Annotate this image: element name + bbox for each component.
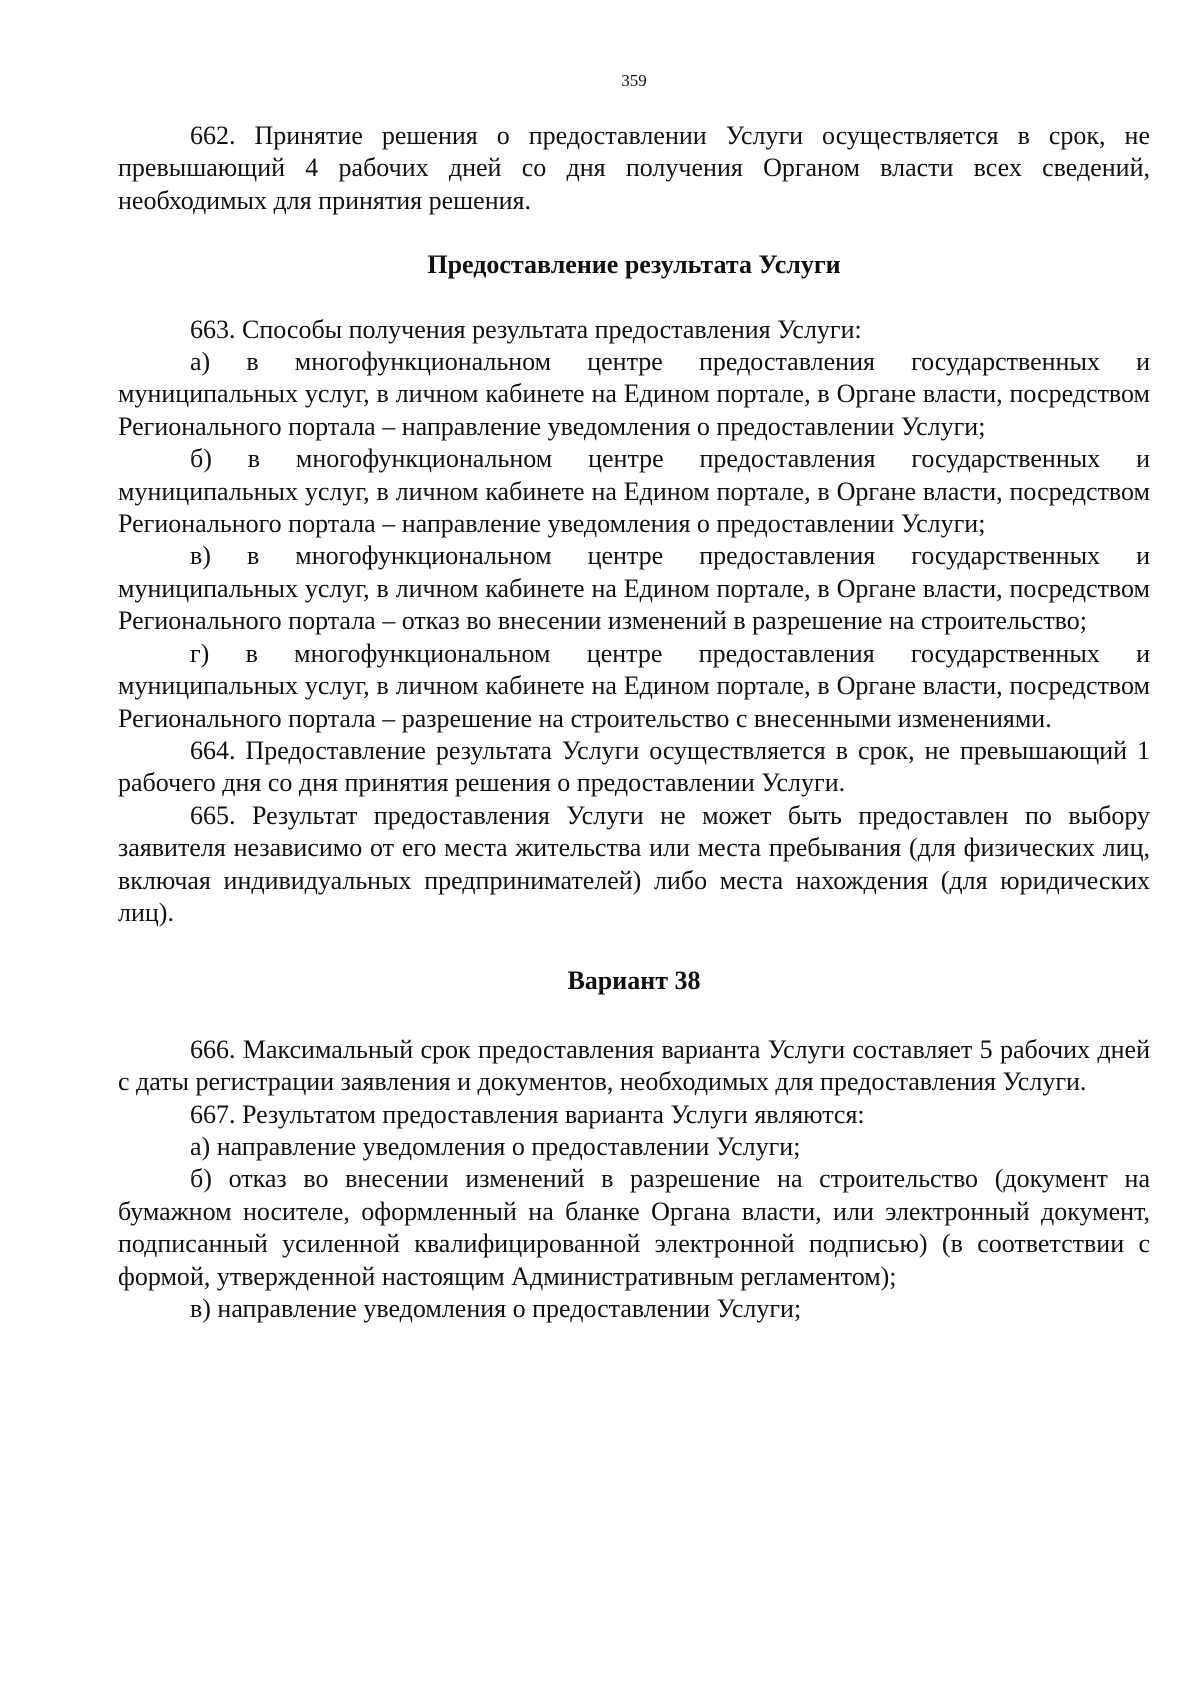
page-number: 359 <box>621 71 647 90</box>
paragraph-667-b: б) отказ во внесении изменений в разрешение на строительство (документ на бумажном носителе, оформленный на бланке Органа власти, или электронный документ, подписанный усиленной квалифицированной электронной подписью) (в соответствии с формой, утвержденной настоящим Административным регламентом); <box>118 1164 1150 1291</box>
paragraph-663-v: в) в многофункциональном центре предоставления государственных и муниципальных услуг, в личном кабинете на Едином портале, в Органе власти, посредством Регионального портала – отказ во внесении изменений в разрешение на строительство; <box>118 541 1150 636</box>
paragraph-664: 664. Предоставление результата Услуги осуществляется в срок, не превышающий 1 рабочего дня со дня принятия решения о предоставлении Услуги. <box>118 735 1150 798</box>
section-heading-result: Предоставление результата Услуги <box>427 250 841 280</box>
paragraph-663-b: б) в многофункциональном центре предоставления государственных и муниципальных услуг, в личном кабинете на Едином портале, в Органе власти, посредством Регионального портала – направление уведомления о предоставлении Услуги; <box>118 444 1150 539</box>
paragraph-663-g: г) в многофункциональном центре предоставления государственных и муниципальных услуг, в личном кабинете на Едином портале, в Органе власти, посредством Регионального портала – разрешение на строительство с внесенными изменениями. <box>118 638 1150 733</box>
document-body <box>118 120 1150 1325</box>
paragraph-665: 665. Результат предоставления Услуги не может быть предоставлен по выбору заявителя независимо от его места жительства или места пребывания (для физических лиц, включая индивидуальных предпринимателей) либо места нахождения (для юридических лиц). <box>118 800 1150 927</box>
paragraph-663-a: а) в многофункциональном центре предоставления государственных и муниципальных услуг, в личном кабинете на Едином портале, в Органе власти, посредством Регионального портала – направление уведомления о предоставлении Услуги; <box>118 347 1150 441</box>
paragraph-667: 667. Результатом предоставления варианта Услуги являются: <box>190 1099 865 1129</box>
paragraph-667-a: а) направление уведомления о предоставлении Услуги; <box>190 1131 801 1161</box>
paragraph-667-v: в) направление уведомления о предоставлении Услуги; <box>190 1294 802 1323</box>
paragraph-662: 662. Принятие решения о предоставлении Услуги осуществляется в срок, не превышающий 4 рабочих дней со дня получения Органом власти всех сведений, необходимых для принятия решения. <box>118 121 1150 215</box>
section-heading-variant: Вариант 38 <box>567 966 701 996</box>
paragraph-666: 666. Максимальный срок предоставления варианта Услуги составляет 5 рабочих дней с даты регистрации заявления и документов, необходимых для предоставления Услуги. <box>118 1034 1150 1097</box>
paragraph-663: 663. Способы получения результата предоставления Услуги: <box>190 314 862 344</box>
